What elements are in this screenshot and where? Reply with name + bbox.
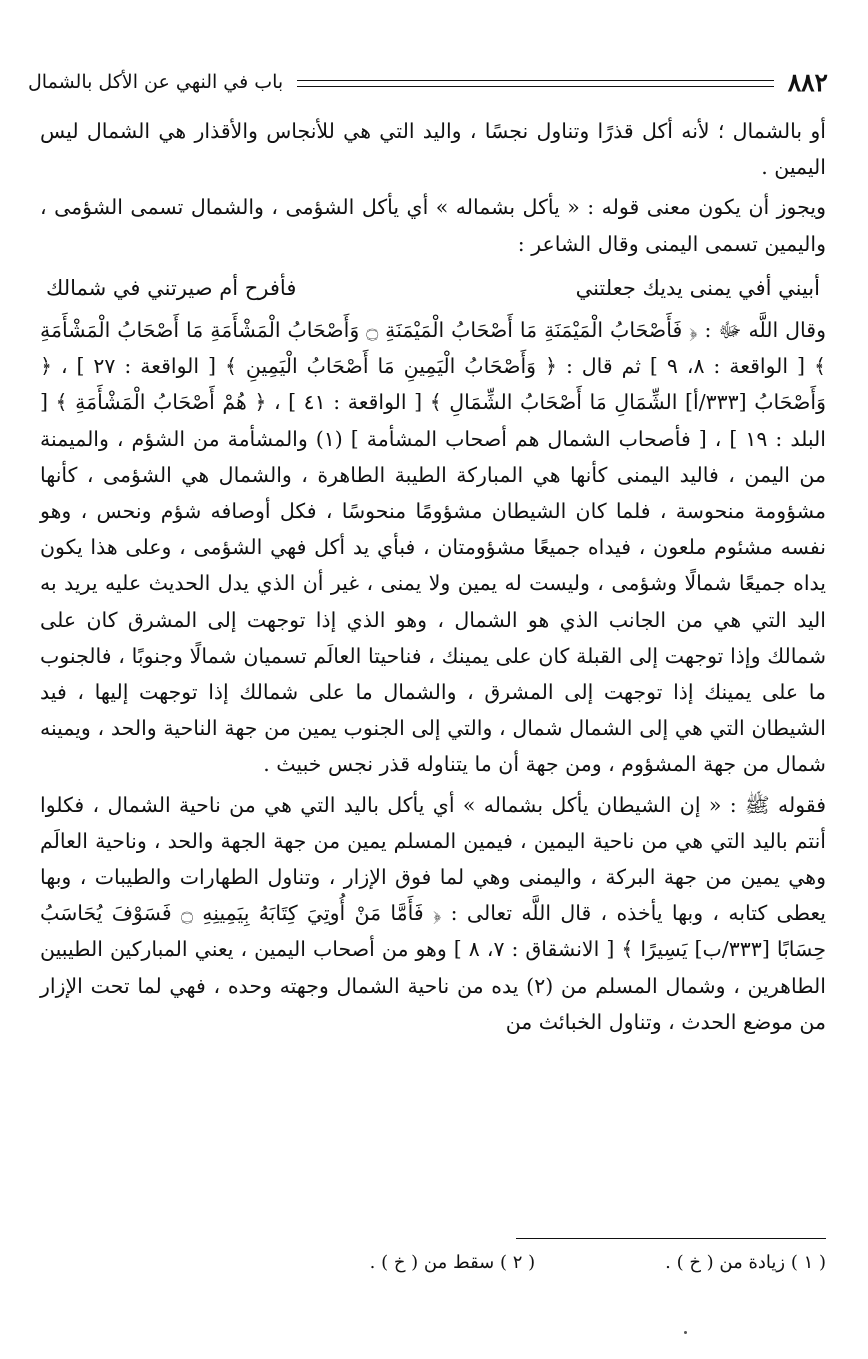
poetry-verse (40, 270, 826, 306)
running-title: باب في النهي عن الأكل بالشمال (28, 71, 284, 93)
scan-dot (684, 1331, 687, 1334)
page-number: ٨٨٢ (787, 67, 828, 97)
body-text (40, 113, 826, 1044)
verse-second-hemistich: فأفرح أم صيرتني في شمالك (46, 275, 297, 300)
paragraph-1: أو بالشمال ؛ لأنه أكل قذرًا وتناول نجسًا ، واليد التي هي للأنجاس والأقذار هي الشمال ليس اليمين . (40, 119, 826, 180)
paragraph-3: وقال اللَّه ﷻ : ﴿ فَأَصْحَابُ الْمَيْمَنَةِ مَا أَصْحَابُ الْمَيْمَنَةِ ۝ وَأَصْحَابُ الْمَشْأَمَةِ مَا أَصْحَابُ الْمَشْأَمَةِ ﴾ [ الواقعة : ٨، ٩ ] ثم قال : ﴿ وَأَصْحَابُ الْيَمِينِ مَا أَصْحَابُ الْيَمِينِ ﴾ [ الواقعة : ٢٧ ] ، ﴿ وَأَصْحَابُ [٣٣٣/أ] الشِّمَالِ مَا أَصْحَابُ الشِّمَالِ ﴾ [ الواقعة : ٤١ ] ، ﴿ هُمْ أَصْحَابُ الْمَشْأَمَةِ ﴾ [ البلد : ١٩ ] ، [ فأصحاب الشمال هم أصحاب المشأمة ] (١) والمشأمة من الشؤم ، والميمنة من اليمن ، فاليد اليمنى كأنها هي المباركة الطيبة الطاهرة ، والشمال هي الشؤمى ، كأنها مشؤومة منحوسة ، فلما كان الشيطان مشؤومًا منحوسًا ، فكل أوصافه شؤم ونحس ، وهو نفسه مشئوم ملعون ، فيداه جميعًا مشؤومتان ، فبأي يد أكل فهي الشؤمى ، وعلى هذا يكون يداه جميعًا شمالًا وشؤمى ، وليست له يمين ولا يمنى ، غير أن الذي يدل الحديث عليه يريد به اليد التي هي من الجانب الذي هو الشمال ، وهو الذي إذا توجهت إلى المشرق كان على شمالك وإذا توجهت إلى القبلة كان على يمينك ، فناحيتا العالَم تسميان شمالًا وجنوبًا ، فالجنوب ما على يمينك إذا توجهت إلى المشرق ، والشمال ما على شمالك إذا توجهت إليها ، فيد الشيطان التي هي إلى الشمال شمال ، والتي إلى الجنوب يمين من جهة الناحية والحد ، ويمينه شمال من جهة المشؤوم ، ومن جهة أن ما يتناوله قذر نجس خبيث . (40, 318, 827, 777)
page-header (28, 62, 828, 102)
header-double-rule (297, 80, 773, 87)
footnotes (40, 1252, 826, 1273)
verse-first-hemistich: أبيني أفي يمنى يديك جعلتني (575, 275, 820, 300)
paragraph-2: ويجوز أن يكون معنى قوله : « يأكل بشماله » أي يأكل الشؤمى ، والشمال تسمى الشؤمى ، واليمين تسمى اليمنى وقال الشاعر : (40, 195, 826, 256)
footnote-1: ( ١ ) زيادة من ( خ ) . (665, 1252, 826, 1273)
paragraph-4: فقوله ﷺ : « إن الشيطان يأكل بشماله » أي يأكل باليد التي هي من ناحية الشمال ، فكلوا أنتم باليد التي هي من ناحية اليمين ، فيمين المسلم يمين من جهة الجهة والحد ، وناحية العالَم وهي يمين من جهة البركة ، واليمنى وهي لما فوق الإزار ، وتناول الطهارات والطيبات ، وبها يعطى كتابه ، وبها يأخذه ، قال اللَّه تعالى : ﴿ فَأَمَّا مَنْ أُوتِيَ كِتَابَهُ بِيَمِينِهِ ۝ فَسَوْفَ يُحَاسَبُ حِسَابًا [٣٣٣/ب] يَسِيرًا ﴾ [ الانشقاق : ٧، ٨ ] وهو من أصحاب اليمين ، يعني المباركين الطيبين الطاهرين ، وشمال المسلم من (٢) يده من ناحية الشمال وجهته وحده ، فهي لما تحت الإزار من موضع الحدث ، وتناول الخبائث من (40, 792, 827, 1034)
footnote-separator (516, 1238, 826, 1239)
footnote-2: ( ٢ ) سقط من ( خ ) . (369, 1252, 536, 1273)
